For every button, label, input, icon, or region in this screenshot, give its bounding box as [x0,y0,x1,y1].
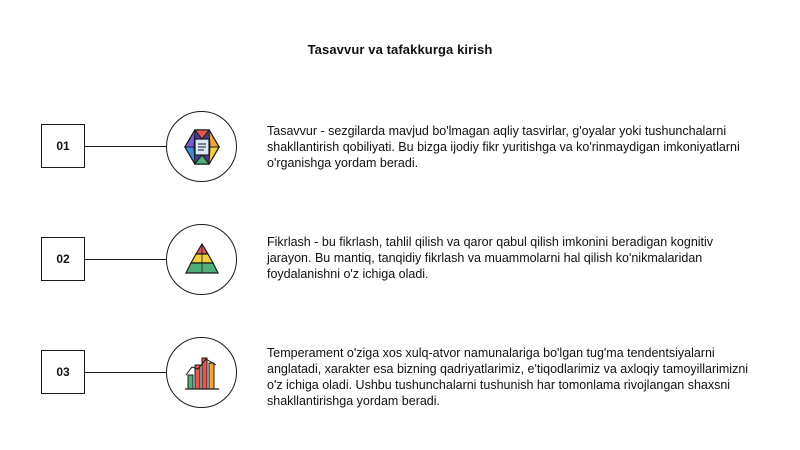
item-number-box: 01 [41,124,85,168]
icon-circle [166,111,237,182]
connector-line [85,372,167,373]
hexagon-document-icon [182,127,222,167]
item-description: Tasavvur - sezgilarda mavjud bo'lmagan aqliy tasvirlar, g'oyalar yoki tushunchalarni shakllantirish qobiliyati. Bu bizga ijodiy fikr yuritishga va ko'rinmaydigan imkoniyatlarni o'rganishga yordam beradi. [267,124,740,170]
list-item [0,332,800,412]
bar-chart-icon [182,353,222,393]
item-description: Temperament o'ziga xos xulq-atvor namunalariga bo'lgan tug'ma tendentsiyalarni anglatadi, xarakter esa bizning qadriyatlarimiz, e'tiqodlarimiz va axloqiy tamoyillarimizni o'z ichiga oladi. Ushbu tushunchalarni tushunish har tomonlama rivojlangan shaxsni shakllantirishga yordam beradi. [267,346,749,408]
item-number-box: 03 [41,350,85,394]
connector-line [85,259,167,260]
list-item [0,106,800,186]
icon-circle [166,337,237,408]
pyramid-icon [182,240,222,280]
connector-line [85,146,167,147]
icon-circle [166,224,237,295]
page-title: Tasavvur va tafakkurga kirish [307,42,493,57]
item-number-box: 02 [41,237,85,281]
item-description: Fikrlash - bu fikrlash, tahlil qilish va qaror qabul qilish imkonini beradigan kognitiv jarayon. Bu mantiq, tanqidiy fikrlash va muammolarni hal qilish ko'nikmalaridan foydalanishni o'z ichiga oladi. [267,235,714,281]
list-item [0,219,800,299]
